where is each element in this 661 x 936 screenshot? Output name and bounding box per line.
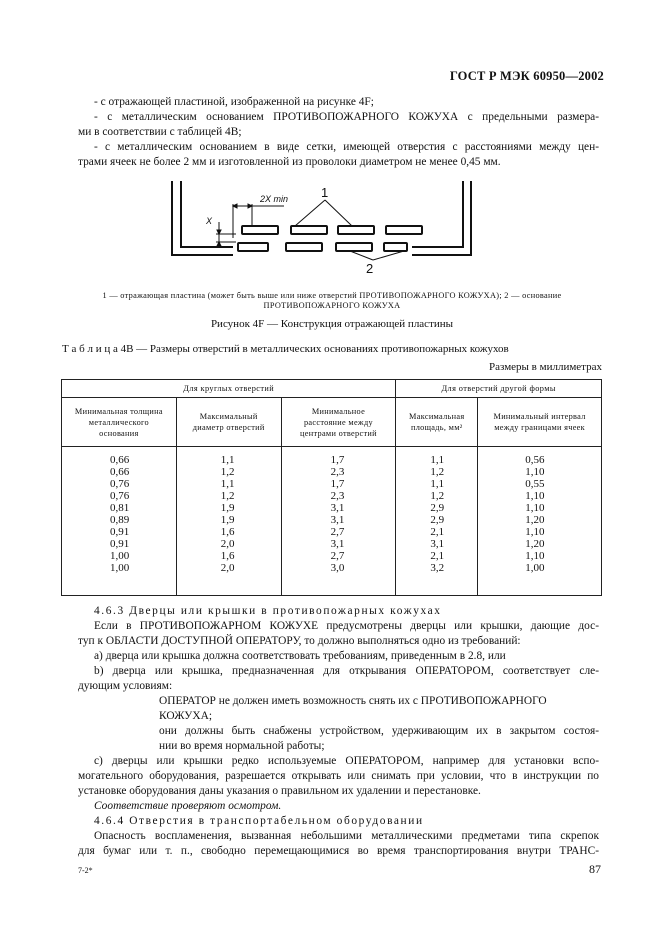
table-cell: 1,10 xyxy=(525,466,545,478)
table-cell: 2,0 xyxy=(220,562,235,574)
section-463-item-c-line1: с) дверцы или крышки редко используемые ОПЕРАТОРОМ, например для установки вспо- xyxy=(94,755,599,767)
column-header-max-diameter: Максимальный диаметр отверстий xyxy=(176,398,281,447)
reflector-plates xyxy=(242,226,422,234)
condition-2-line1: они должны быть снабжены устройством, удерживающим их в закрытом состоя- xyxy=(159,725,599,737)
section-463-item-c-line2: могательного оборудования, разрешается открывать или снимать при условии, что в инструкции по xyxy=(78,770,599,782)
condition-2-line2: нии во время нормальной работы; xyxy=(159,740,325,752)
table-cell: 2,7 xyxy=(330,526,345,538)
section-464-heading: 4.6.4 Отверстия в транспортабельном оборудовании xyxy=(94,815,424,827)
base-slat xyxy=(238,243,268,251)
table-cell: 0,55 xyxy=(525,478,545,490)
section-463-paragraph-line1: Если в ПРОТИВОПОЖАРНОМ КОЖУХЕ предусмотрены дверцы или крышки, дающие дос- xyxy=(94,620,599,632)
table-cell: 1,7 xyxy=(330,478,345,490)
column-header-max-area: Максимальная площадь, мм² xyxy=(396,398,478,447)
group-header-round: Для круглых отверстий xyxy=(62,380,396,398)
table-cell: 1,1 xyxy=(220,478,235,490)
table-cell: 1,00 xyxy=(110,562,130,574)
table-cell: 1,2 xyxy=(220,466,235,478)
section-464-paragraph-line2: для бумаг или т. п., свободно перемещающимися во время транспортирования внутри ТРАНС- xyxy=(78,845,599,857)
table-cell: 1,1 xyxy=(430,478,445,490)
compliance-check: Соответствие проверяют осмотром. xyxy=(94,800,282,812)
table-cell: 0,66 xyxy=(110,454,130,466)
table-cell: 1,10 xyxy=(525,502,545,514)
section-464-paragraph-line1: Опасность воспламенения, вызванная небольшими металлическими предметами типа скрепок xyxy=(94,830,599,842)
dimension-x-label: X xyxy=(206,216,213,226)
reflector-plate xyxy=(338,226,374,234)
condition-1-line1: ОПЕРАТОР не должен иметь возможность снять их с ПРОТИВОПОЖАРНОГО xyxy=(159,695,547,707)
figure-legend-line2: ПРОТИВОПОЖАРНОГО КОЖУХА xyxy=(263,301,401,310)
table-cell: 0,91 xyxy=(110,526,130,538)
table-cell: 2,1 xyxy=(430,526,445,538)
base-slat xyxy=(286,243,322,251)
table-cell: 1,9 xyxy=(220,514,235,526)
intro-item-1: - с отражающей пластиной, изображенной на рисунке 4F; xyxy=(94,96,374,108)
column-area-values xyxy=(396,447,478,596)
table-cell: 1,2 xyxy=(220,490,235,502)
table-cell: 1,2 xyxy=(430,490,445,502)
table-cell: 2,0 xyxy=(220,538,235,550)
table-cell: 1,10 xyxy=(525,550,545,562)
table-cell: 1,20 xyxy=(525,538,545,550)
dimensions-table xyxy=(61,379,602,596)
base-slat xyxy=(384,243,407,251)
table-cell: 0,76 xyxy=(110,490,130,502)
table-cell: 2,3 xyxy=(330,490,345,502)
section-463-item-a: а) дверца или крышка должна соответствовать требованиям, приведенным в 2.8, или xyxy=(94,650,506,662)
section-463-item-b-line2: дующим условиям: xyxy=(78,680,173,692)
table-cell: 1,1 xyxy=(430,454,445,466)
intro-item-2: - с металлическим основанием ПРОТИВОПОЖАРНОГО КОЖУХА с предельными размера- xyxy=(94,111,599,123)
page-number: 87 xyxy=(589,862,601,876)
group-header-other: Для отверстий другой формы xyxy=(396,380,602,398)
table-cell: 1,1 xyxy=(220,454,235,466)
table-cell: 2,1 xyxy=(430,550,445,562)
enclosure-right-wall xyxy=(412,181,463,247)
table-cell: 0,91 xyxy=(110,538,130,550)
column-diameter-values xyxy=(176,447,281,596)
column-thickness-values xyxy=(62,447,177,596)
table-cell: 1,6 xyxy=(220,550,235,562)
table-cell: 3,1 xyxy=(430,538,445,550)
table-cell: 1,10 xyxy=(525,526,545,538)
column-interval-values xyxy=(478,447,602,596)
signature-mark: 7-2* xyxy=(78,866,93,875)
table-cell: 3,2 xyxy=(430,562,445,574)
intro-item-3: - с металлическим основанием в виде сетки, имеющей отверстия с расстояниями между цен- xyxy=(94,141,599,153)
table-cell: 1,9 xyxy=(220,502,235,514)
column-header-min-interval: Минимальный интервал между границами ячеек xyxy=(478,398,602,447)
column-header-min-spacing: Минимальное расстояние между центрами отверстий xyxy=(281,398,396,447)
table-cell: 1,10 xyxy=(525,490,545,502)
reflector-plate xyxy=(242,226,278,234)
base-slat xyxy=(336,243,372,251)
table-units: Размеры в миллиметрах xyxy=(489,361,602,373)
reflector-plate xyxy=(291,226,327,234)
table-cell: 1,00 xyxy=(110,550,130,562)
column-spacing-values xyxy=(281,447,396,596)
document-header: ГОСТ Р МЭК 60950—2002 xyxy=(449,69,604,83)
table-cell: 3,1 xyxy=(330,538,345,550)
table-title: Т а б л и ц а 4В — Размеры отверстий в металлических основаниях противопожарных кожухов xyxy=(62,343,509,355)
callout-2-label: 2 xyxy=(366,261,374,276)
table-cell: 1,6 xyxy=(220,526,235,538)
table-cell: 0,81 xyxy=(110,502,130,514)
base-slats xyxy=(238,243,407,251)
table-cell: 2,7 xyxy=(330,550,345,562)
table-cell: 3,1 xyxy=(330,502,345,514)
table-cell: 0,89 xyxy=(110,514,130,526)
table-cell: 1,20 xyxy=(525,514,545,526)
table-cell: 3,0 xyxy=(330,562,345,574)
table-cell: 1,7 xyxy=(330,454,345,466)
table-cell: 0,66 xyxy=(110,466,130,478)
section-463-paragraph-line2: туп к ОБЛАСТИ ДОСТУПНОЙ ОПЕРАТОРУ, то должно выполняться одно из требований: xyxy=(78,635,521,647)
section-463-item-c-line3: установке оборудования даны указания о правильном их удалении и перестановке. xyxy=(78,785,481,797)
table-cell: 0,56 xyxy=(525,454,545,466)
condition-1-line2: КОЖУХА; xyxy=(159,710,212,722)
figure-legend-line1: 1 — отражающая пластина (может быть выше или ниже отверстий ПРОТИВОПОЖАРНОГО КОЖУХА); 2 — основание xyxy=(102,291,562,300)
section-463-heading: 4.6.3 Дверцы или крышки в противопожарных кожухах xyxy=(94,605,442,617)
column-header-thickness: Минимальная толщина металлического основания xyxy=(62,398,177,447)
callout-1-label: 1 xyxy=(321,185,329,200)
reflector-plate xyxy=(386,226,422,234)
table-cell: 0,76 xyxy=(110,478,130,490)
table-cell: 2,9 xyxy=(430,502,445,514)
intro-item-2-cont: ми в соответствии с таблицей 4В; xyxy=(78,126,242,138)
table-cell: 3,1 xyxy=(330,514,345,526)
table-cell: 2,9 xyxy=(430,514,445,526)
dimension-2x-label: 2X min xyxy=(260,194,289,204)
section-463-item-b-line1: b) дверца или крышка, предназначенная для открывания ОПЕРАТОРОМ, соответствует сле- xyxy=(94,665,599,677)
table-cell: 1,00 xyxy=(525,562,545,574)
intro-item-3-cont: трами ячеек не более 2 мм и изготовленной из проволоки диаметром не менее 0,45 мм. xyxy=(78,156,501,168)
enclosure-left-wall xyxy=(181,181,233,247)
figure-caption: Рисунок 4F — Конструкция отражающей пластины xyxy=(210,318,454,330)
table-cell: 2,3 xyxy=(330,466,345,478)
reflector-plate-diagram xyxy=(160,176,500,282)
table-cell: 1,2 xyxy=(430,466,445,478)
